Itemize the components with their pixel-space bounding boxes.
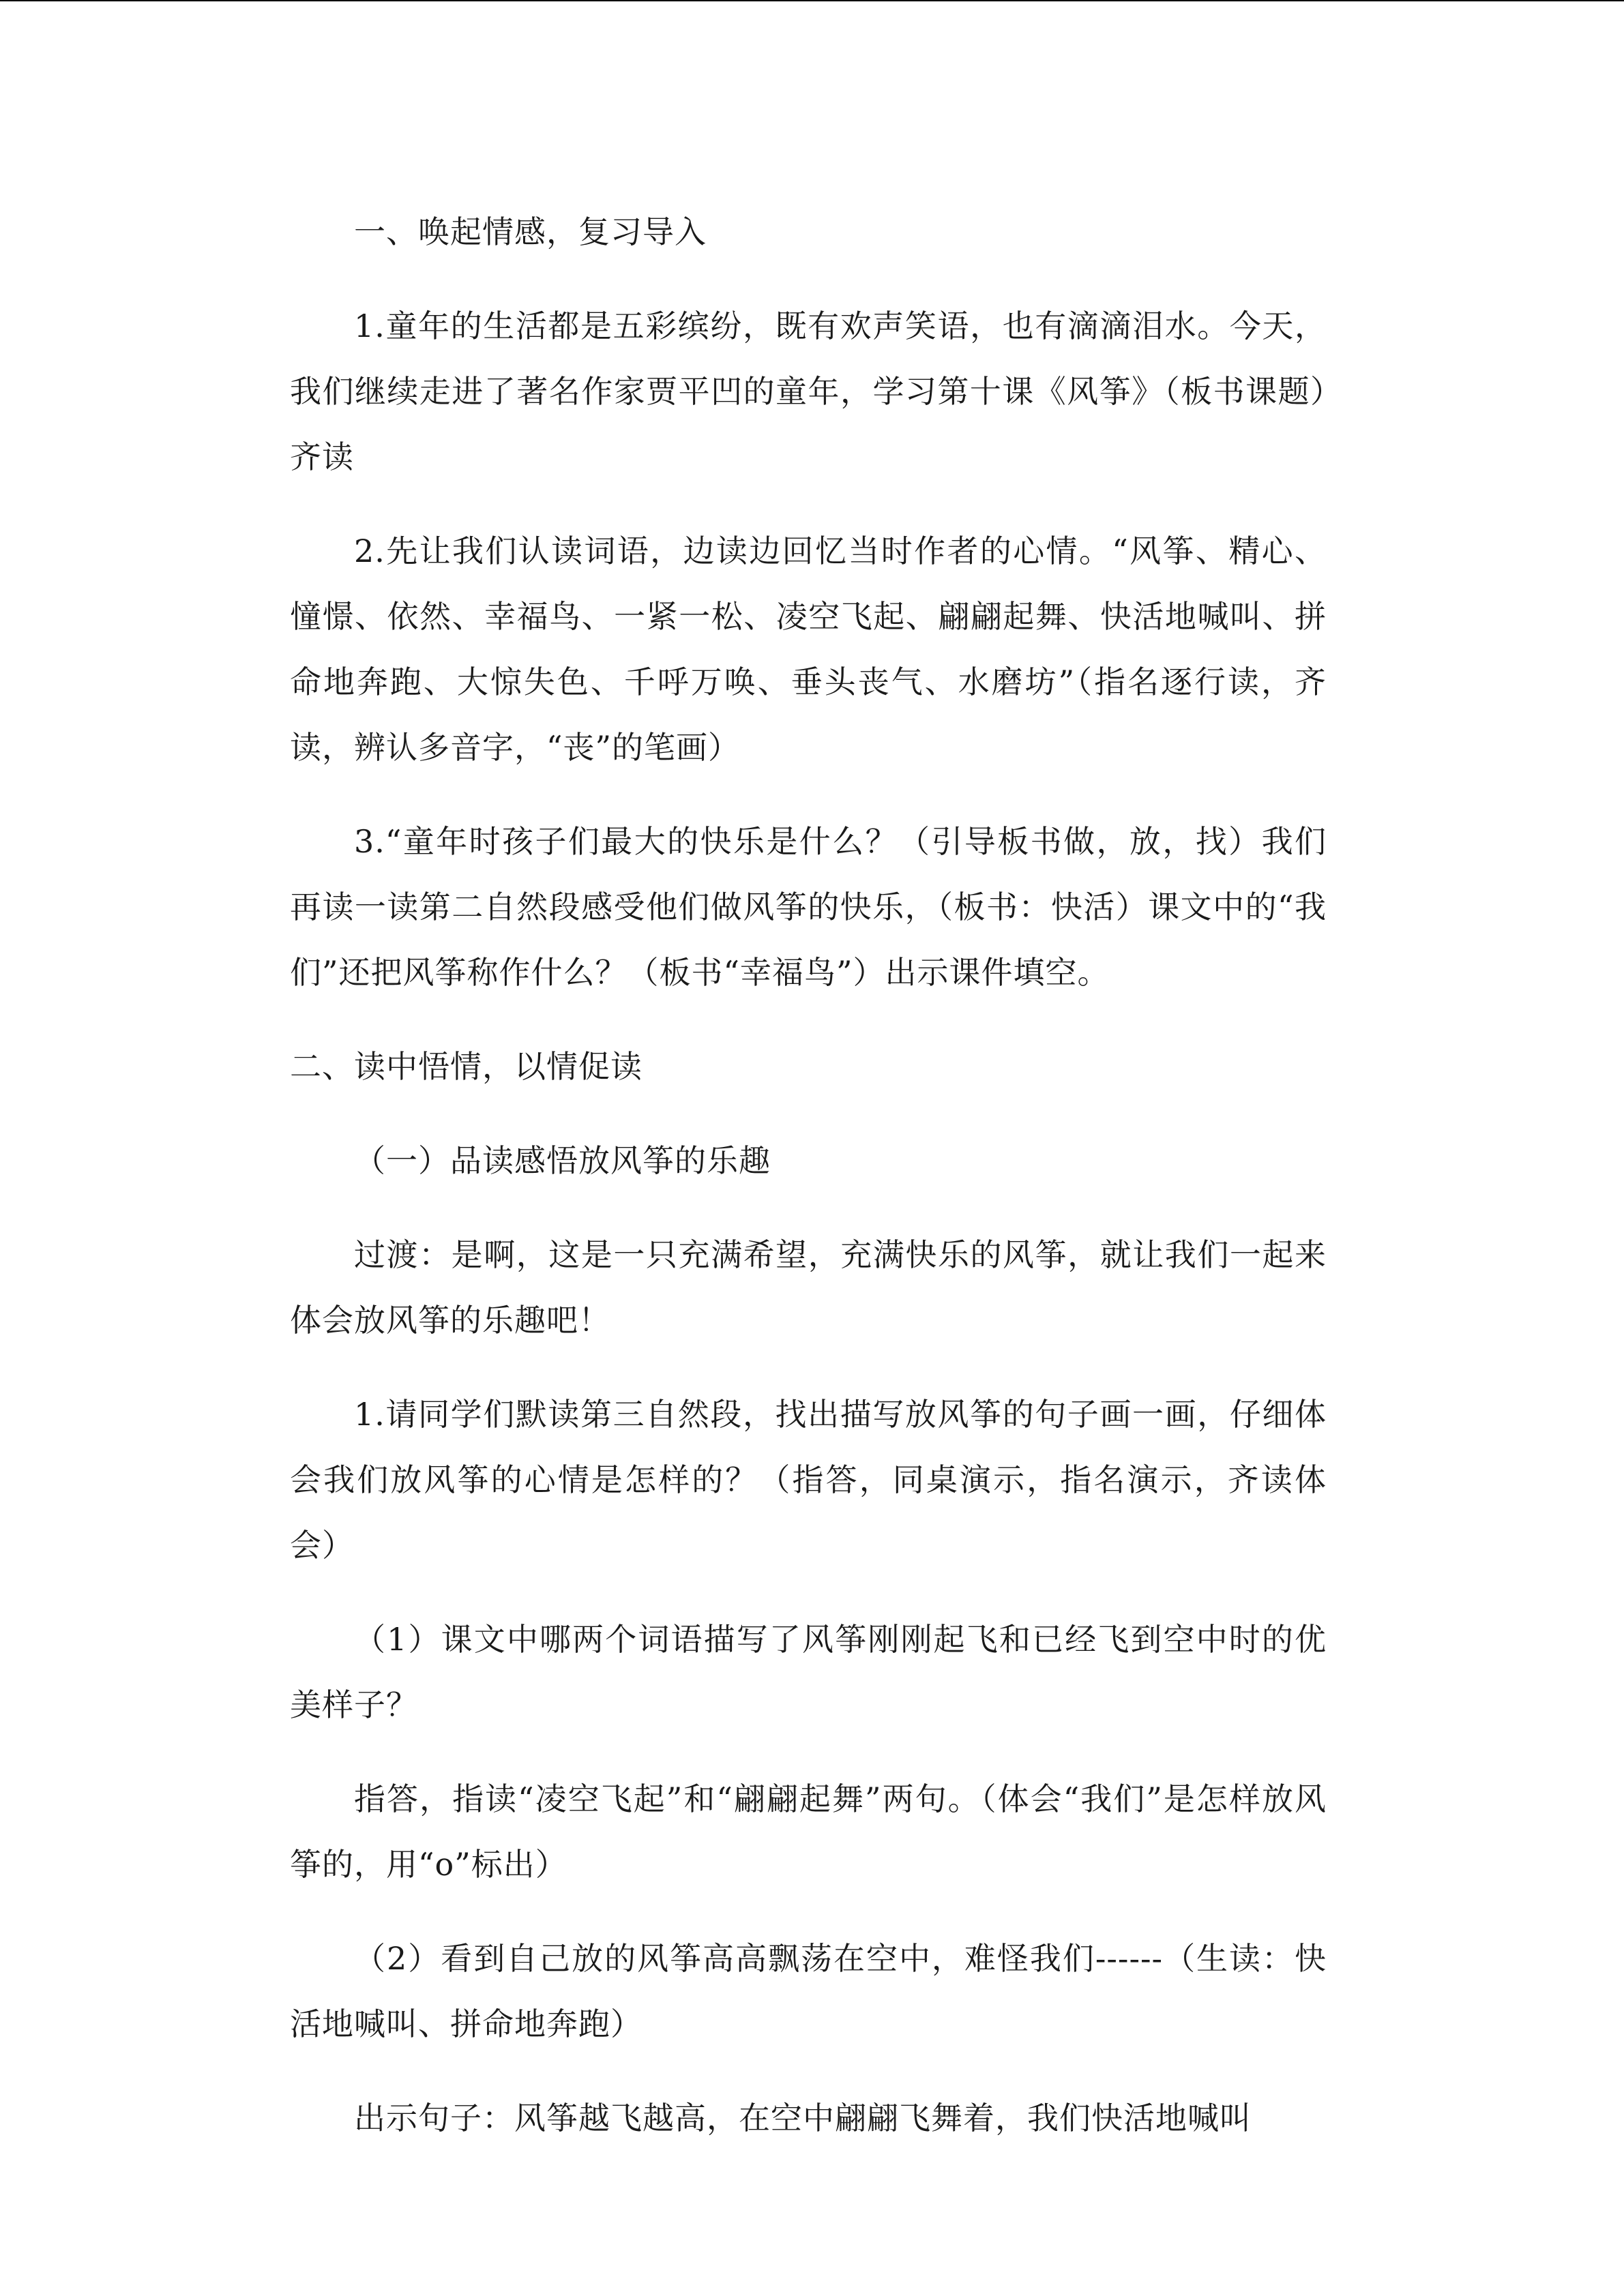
heading-section-1: 一、唤起情感，复习导入 bbox=[354, 213, 707, 250]
document-body bbox=[290, 199, 1327, 2179]
heading-section-2: 二、读中悟情，以情促读 bbox=[290, 1048, 643, 1085]
paragraph-step-1: 1.请同学们默读第三自然段，找出描写放风筝的句子画一画，仔细体会我们放风筝的心情是怎样的？（指答，同桌演示，指名演示，齐读体会） bbox=[290, 1396, 1327, 1564]
paragraph-question-1: （1）课文中哪两个词语描写了风筝刚刚起飞和已经飞到空中时的优美样子？ bbox=[290, 1621, 1327, 1723]
paragraph-intro-3: 3.“童年时孩子们最大的快乐是什么？（引导板书做，放，找）我们再读一读第二自然段感受他们做风筝的快乐，（板书：快活）课文中的“我们”还把风筝称作什么？（板书“幸福鸟”）出示课件填空。 bbox=[290, 823, 1327, 991]
paragraph-transition: 过渡：是啊，这是一只充满希望，充满快乐的风筝，就让我们一起来体会放风筝的乐趣吧！ bbox=[290, 1236, 1327, 1339]
paragraph-sentence-display: 出示句子：风筝越飞越高，在空中翩翩飞舞着，我们快活地喊叫 bbox=[354, 2100, 1252, 2136]
paragraph-question-2: （2）看到自己放的风筝高高飘荡在空中，难怪我们------（生读：快活地喊叫、拼命地奔跑） bbox=[290, 1940, 1327, 2042]
subheading-part-1: （一）品读感悟放风筝的乐趣 bbox=[354, 1142, 771, 1179]
paragraph-answer-1: 指答，指读“凌空飞起”和“翩翩起舞”两句。（体会“我们”是怎样放风筝的，用“o”标出） bbox=[290, 1780, 1327, 1883]
paragraph-intro-2: 2.先让我们认读词语，边读边回忆当时作者的心情。“风筝、精心、憧憬、依然、幸福鸟、一紧一松、凌空飞起、翩翩起舞、快活地喊叫、拼命地奔跑、大惊失色、千呼万唤、垂头丧气、水磨坊”（指名逐行读，齐读，辨认多音字，“丧”的笔画） bbox=[290, 533, 1327, 766]
paragraph-intro-1: 1.童年的生活都是五彩缤纷，既有欢声笑语，也有滴滴泪水。今天，我们继续走进了著名作家贾平凹的童年，学习第十课《风筝》（板书课题）齐读 bbox=[290, 308, 1327, 475]
